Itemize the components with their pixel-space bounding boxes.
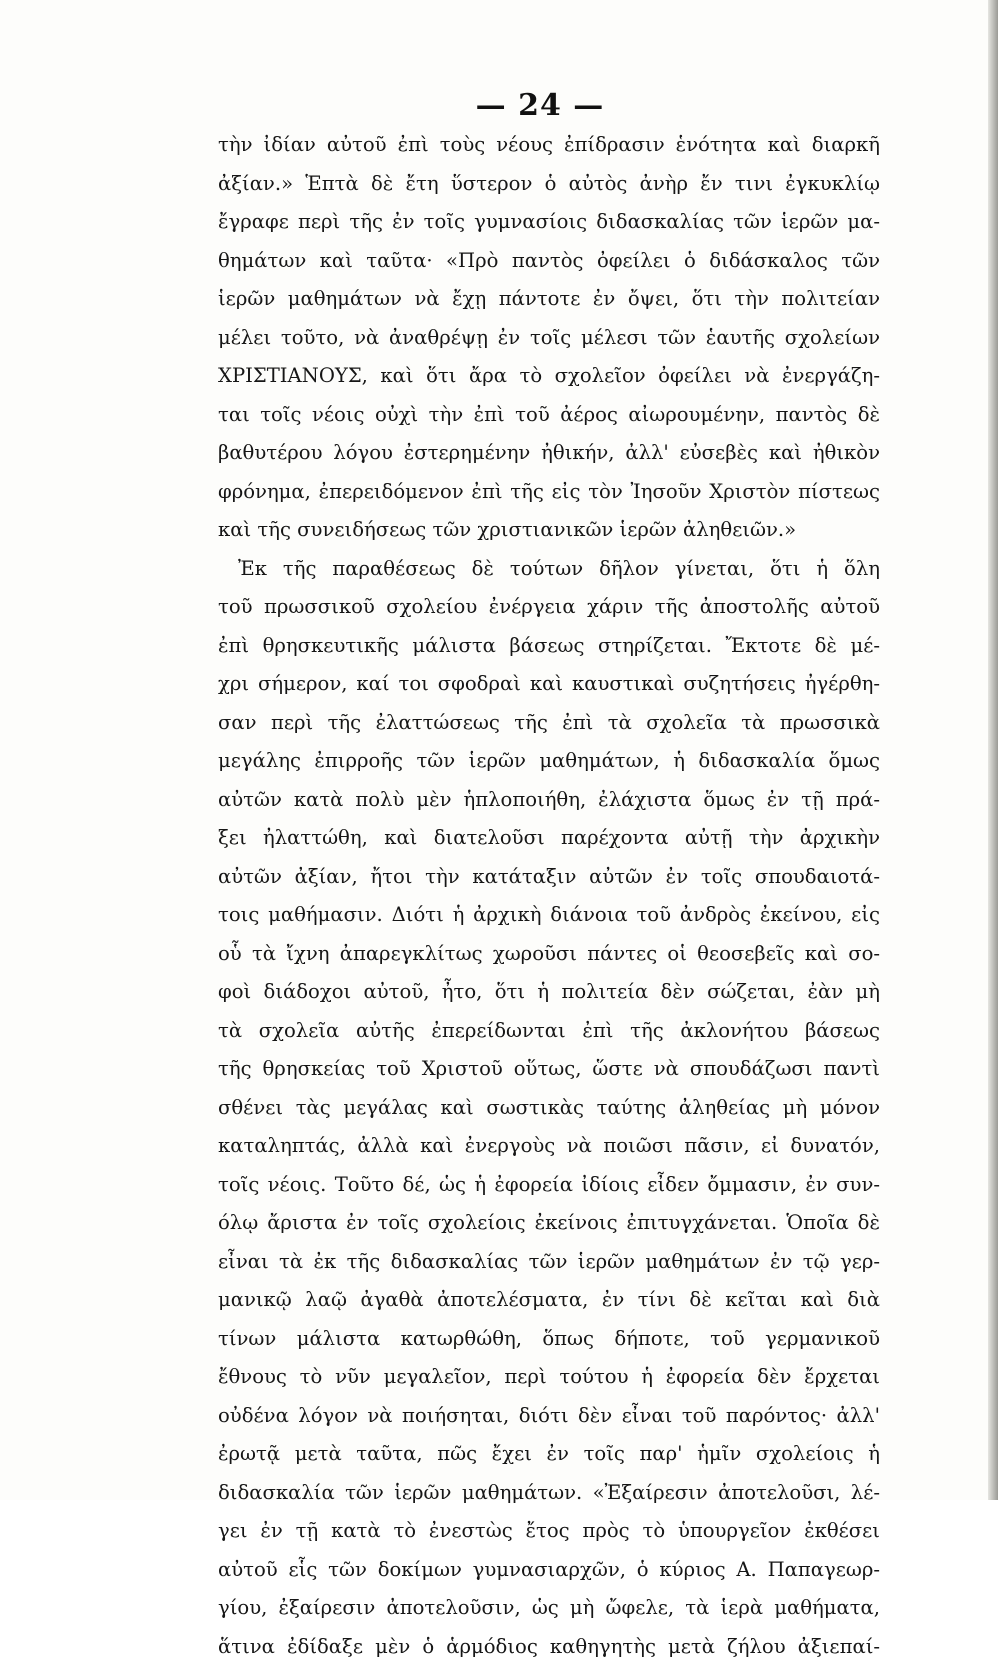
text-line: σαν περὶ τῆς ἐλαττώσεως τῆς ἐπὶ τὰ σχολεῖα τὰ πρωσσικὰ [218,704,880,743]
text-line: ἅτινα ἐδίδαξε μὲν ὁ ἁρμόδιος καθηγητὴς μετὰ ζήλου ἀξιεπαί- [218,1628,880,1666]
text-line: χρι σήμερον, καί τοι σφοδραὶ καὶ καυστικαὶ συζητήσεις ἠγέρθη- [218,665,880,704]
text-line: τὴν ἰδίαν αὐτοῦ ἐπὶ τοὺς νέους ἐπίδρασιν ἑνότητα καὶ διαρκῆ [218,126,880,165]
text-line: ἀξίαν.» Ἑπτὰ δὲ ἔτη ὕστερον ὁ αὐτὸς ἀνὴρ ἔν τινι ἐγκυκλίῳ [218,165,880,204]
text-line: ται τοῖς νέοις οὐχὶ τὴν ἐπὶ τοῦ ἀέρος αἰωρουμένην, παντὸς δὲ [218,396,880,435]
text-line: καταληπτάς, ἀλλὰ καὶ ἐνεργοὺς νὰ ποιῶσι πᾶσιν, εἰ δυνατόν, [218,1127,880,1166]
text-line-paragraph-end: καὶ τῆς συνειδήσεως τῶν χριστιανικῶν ἱερῶν ἀληθειῶν.» [218,511,880,550]
text-line: τοῦ πρωσσικοῦ σχολείου ἐνέργεια χάριν τῆς ἀποστολῆς αὐτοῦ [218,588,880,627]
text-line: οὗ τὰ ἴχνη ἀπαρεγκλίτως χωροῦσι πάντες οἱ θεοσεβεῖς καὶ σο- [218,935,880,974]
text-line: μέλει τοῦτο, νὰ ἀναθρέψῃ ἐν τοῖς μέλεσι τῶν ἑαυτῆς σχολείων [218,319,880,358]
text-line: βαθυτέρου λόγου ἐστερημένην ἠθικήν, ἀλλ' εὐσεβὲς καὶ ἠθικὸν [218,434,880,473]
text-line: αὐτῶν ἀξίαν, ἤτοι τὴν κατάταξιν αὐτῶν ἐν τοῖς σπουδαιοτά- [218,858,880,897]
text-line: τῆς θρησκείας τοῦ Χριστοῦ οὕτως, ὥστε νὰ σπουδάζωσι παντὶ [218,1050,880,1089]
text-line: εἶναι τὰ ἐκ τῆς διδασκαλίας τῶν ἱερῶν μαθημάτων ἐν τῷ γερ- [218,1243,880,1282]
text-line: ἐρωτᾷ μετὰ ταῦτα, πῶς ἔχει ἐν τοῖς παρ' ἡμῖν σχολείοις ἡ [218,1435,880,1474]
text-line: ἱερῶν μαθημάτων νὰ ἔχῃ πάντοτε ἐν ὄψει, ὅτι τὴν πολιτείαν [218,280,880,319]
text-line: γει ἐν τῇ κατὰ τὸ ἐνεστὼς ἔτος πρὸς τὸ ὑπουργεῖον ἐκθέσει [218,1512,880,1551]
text-line: γίου, ἐξαίρεσιν ἀποτελοῦσιν, ὡς μὴ ὤφελε, τὰ ἱερὰ μαθήματα, [218,1589,880,1628]
text-line: τοῖς νέοις. Τοῦτο δέ, ὡς ἡ ἐφορεία ἰδίοις εἶδεν ὄμμασιν, ἐν συν- [218,1166,880,1205]
text-line: οὐδένα λόγον νὰ ποιήσηται, διότι δὲν εἶναι τοῦ παρόντος· ἀλλ' [218,1397,880,1436]
text-line: φοὶ διάδοχοι αὐτοῦ, ἦτο, ὅτι ἡ πολιτεία δὲν σώζεται, ἐὰν μὴ [218,973,880,1012]
text-line: τοις μαθήμασιν. Διότι ἡ ἀρχικὴ διάνοια τοῦ ἀνδρὸς ἐκείνου, εἰς [218,896,880,935]
text-line: αὐτοῦ εἷς τῶν δοκίμων γυμνασιαρχῶν, ὁ κύριος Α. Παπαγεωρ- [218,1551,880,1590]
text-line: ἔθνους τὸ νῦν μεγαλεῖον, περὶ τούτου ἡ ἐφορεία δὲν ἔρχεται [218,1358,880,1397]
page-number: — 24 — [470,88,610,123]
text-line: τίνων μάλιστα κατωρθώθη, ὅπως δήποτε, τοῦ γερμανικοῦ [218,1320,880,1359]
text-line: θημάτων καὶ ταῦτα· «Πρὸ παντὸς ὀφείλει ὁ διδάσκαλος τῶν [218,242,880,281]
text-line: ἐπὶ θρησκευτικῆς μάλιστα βάσεως στηρίζεται. Ἔκτοτε δὲ μέ- [218,627,880,666]
text-line: τὰ σχολεῖα αὐτῆς ἐπερείδωνται ἐπὶ τῆς ἀκλονήτου βάσεως [218,1012,880,1051]
text-line: αὐτῶν κατὰ πολὺ μὲν ἡπλοποιήθη, ἐλάχιστα ὅμως ἐν τῇ πρά- [218,781,880,820]
text-line: όλῳ ἄριστα ἐν τοῖς σχολείοις ἐκείνοις ἐπιτυγχάνεται. Ὁποῖα δὲ [218,1204,880,1243]
text-line: ΧΡΙΣΤΙΑΝΟΥΣ, καὶ ὅτι ἄρα τὸ σχολεῖον ὀφείλει νὰ ἐνεργάζη- [218,357,880,396]
body-text [218,126,880,1666]
page-edge-shadow [988,0,998,1500]
text-line: μανικῷ λαῷ ἀγαθὰ ἀποτελέσματα, ἐν τίνι δὲ κεῖται καὶ διὰ [218,1281,880,1320]
text-line: μεγάλης ἐπιρροῆς τῶν ἱερῶν μαθημάτων, ἡ διδασκαλία ὅμως [218,742,880,781]
text-line: διδασκαλία τῶν ἱερῶν μαθημάτων. «Ἐξαίρεσιν ἀποτελοῦσι, λέ- [218,1474,880,1513]
text-line: φρόνημα, ἐπερειδόμενον ἐπὶ τῆς εἰς τὸν Ἰησοῦν Χριστὸν πίστεως [218,473,880,512]
text-line: ἔγραφε περὶ τῆς ἐν τοῖς γυμνασίοις διδασκαλίας τῶν ἱερῶν μα- [218,203,880,242]
text-line: σθένει τὰς μεγάλας καὶ σωστικὰς ταύτης ἀληθείας μὴ μόνον [218,1089,880,1128]
text-line: ξει ἠλαττώθη, καὶ διατελοῦσι παρέχοντα αὐτῇ τὴν ἀρχικὴν [218,819,880,858]
text-line-paragraph-start: Ἐκ τῆς παραθέσεως δὲ τούτων δῆλον γίνεται, ὅτι ἡ ὅλη [218,550,880,589]
